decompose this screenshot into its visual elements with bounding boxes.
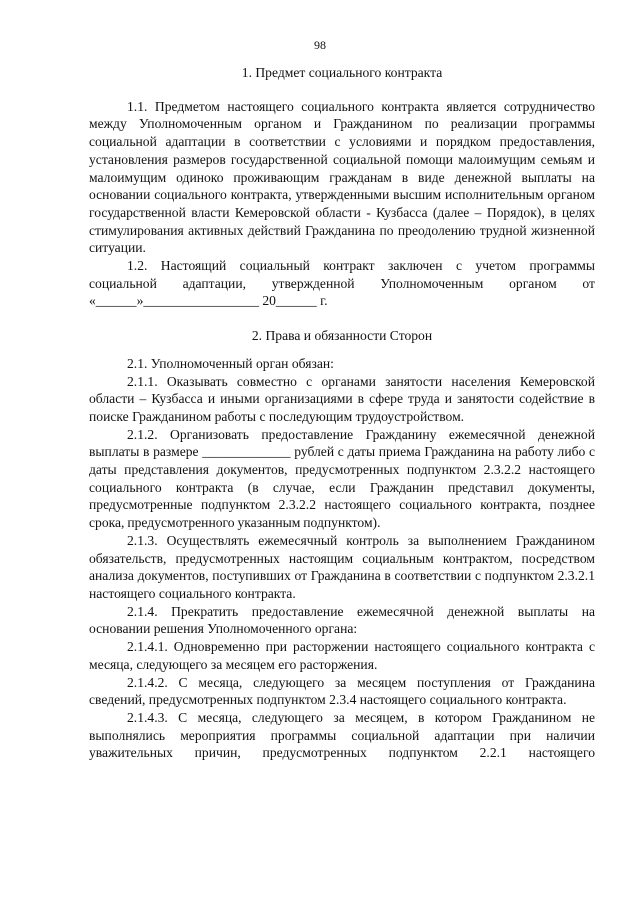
- document-body: [89, 64, 595, 762]
- page-number: 98: [314, 38, 326, 52]
- section-heading: 1. Предмет социального контракта: [241, 65, 443, 80]
- paragraph-2-1-4-1: 2.1.4.1. Одновременно при расторжении настоящего социального контракта с месяца, следующего за месяцем его расторжения.: [89, 639, 595, 672]
- paragraph-2-1-1: 2.1.1. Оказывать совместно с органами занятости населения Кемеровской области – Кузбасса и иными организациями в сфере труда и занятости содействие в поиске Гражданином работы с последующим трудоустройством.: [89, 373, 595, 424]
- paragraph-2-1-2: 2.1.2. Организовать предоставление Гражданину ежемесячной денежной выплаты в размере _____________ рублей с даты приема Гражданина на работу либо с даты представления документов, предусмотренных подпунктом 2.3.2.2 настоящего социального контракта (в случае, если Гражданин представил документы, предусмотренные подпунктом 2.3.2.2 настоящего социального контракта, позднее срока, предусмотренного указанным подпунктом).: [89, 426, 595, 531]
- paragraph-2-1-4-2: 2.1.4.2. С месяца, следующего за месяцем поступления от Гражданина сведений, предусмотренных подпунктом 2.3.4 настоящего социального контракта.: [89, 674, 595, 708]
- section-heading: 2. Права и обязанности Сторон: [251, 328, 433, 344]
- paragraph-2-1-3: 2.1.3. Осуществлять ежемесячный контроль за выполнением Гражданином обязательств, предусмотренных настоящим социальным контрактом, посредством анализа документов, поступивших от Гражданина в соответствии с подпунктом 2.3.2.1 настоящего социального контракта.: [89, 532, 595, 601]
- paragraph-2-1-4: 2.1.4. Прекратить предоставление ежемесячной денежной выплаты на основании решения Уполномоченного органа:: [89, 603, 595, 637]
- paragraph-1-1: 1.1. Предметом настоящего социального контракта является сотрудничество между Уполномоченным органом и Гражданином по реализации программы социальной адаптации в соответствии с условиями и порядком предоставления, установления размеров государственной социальной помощи малоимущим семьям и малоимущим одиноко проживающим гражданам в виде денежной выплаты на основании социального контракта, утвержденными высшим исполнительным органом государственной власти Кемеровской области - Кузбасса (далее – Порядок), в целях стимулирования активных действий Гражданина по преодолению трудной жизненной ситуации.: [89, 98, 595, 256]
- paragraph-2-1-4-3: 2.1.4.3. С месяца, следующего за месяцем, в котором Гражданином не выполнялись мероприятия программы социальной адаптации при наличии уважительных причин, предусмотренных подпунктом 2.2.1 настоящего: [89, 709, 595, 761]
- paragraph-2-1: 2.1. Уполномоченный орган обязан:: [127, 355, 334, 371]
- paragraph-1-2: 1.2. Настоящий социальный контракт заключен с учетом программы социальной адаптации, утвержденной Уполномоченным органом от «______»_________________ 20______ г.: [89, 258, 595, 309]
